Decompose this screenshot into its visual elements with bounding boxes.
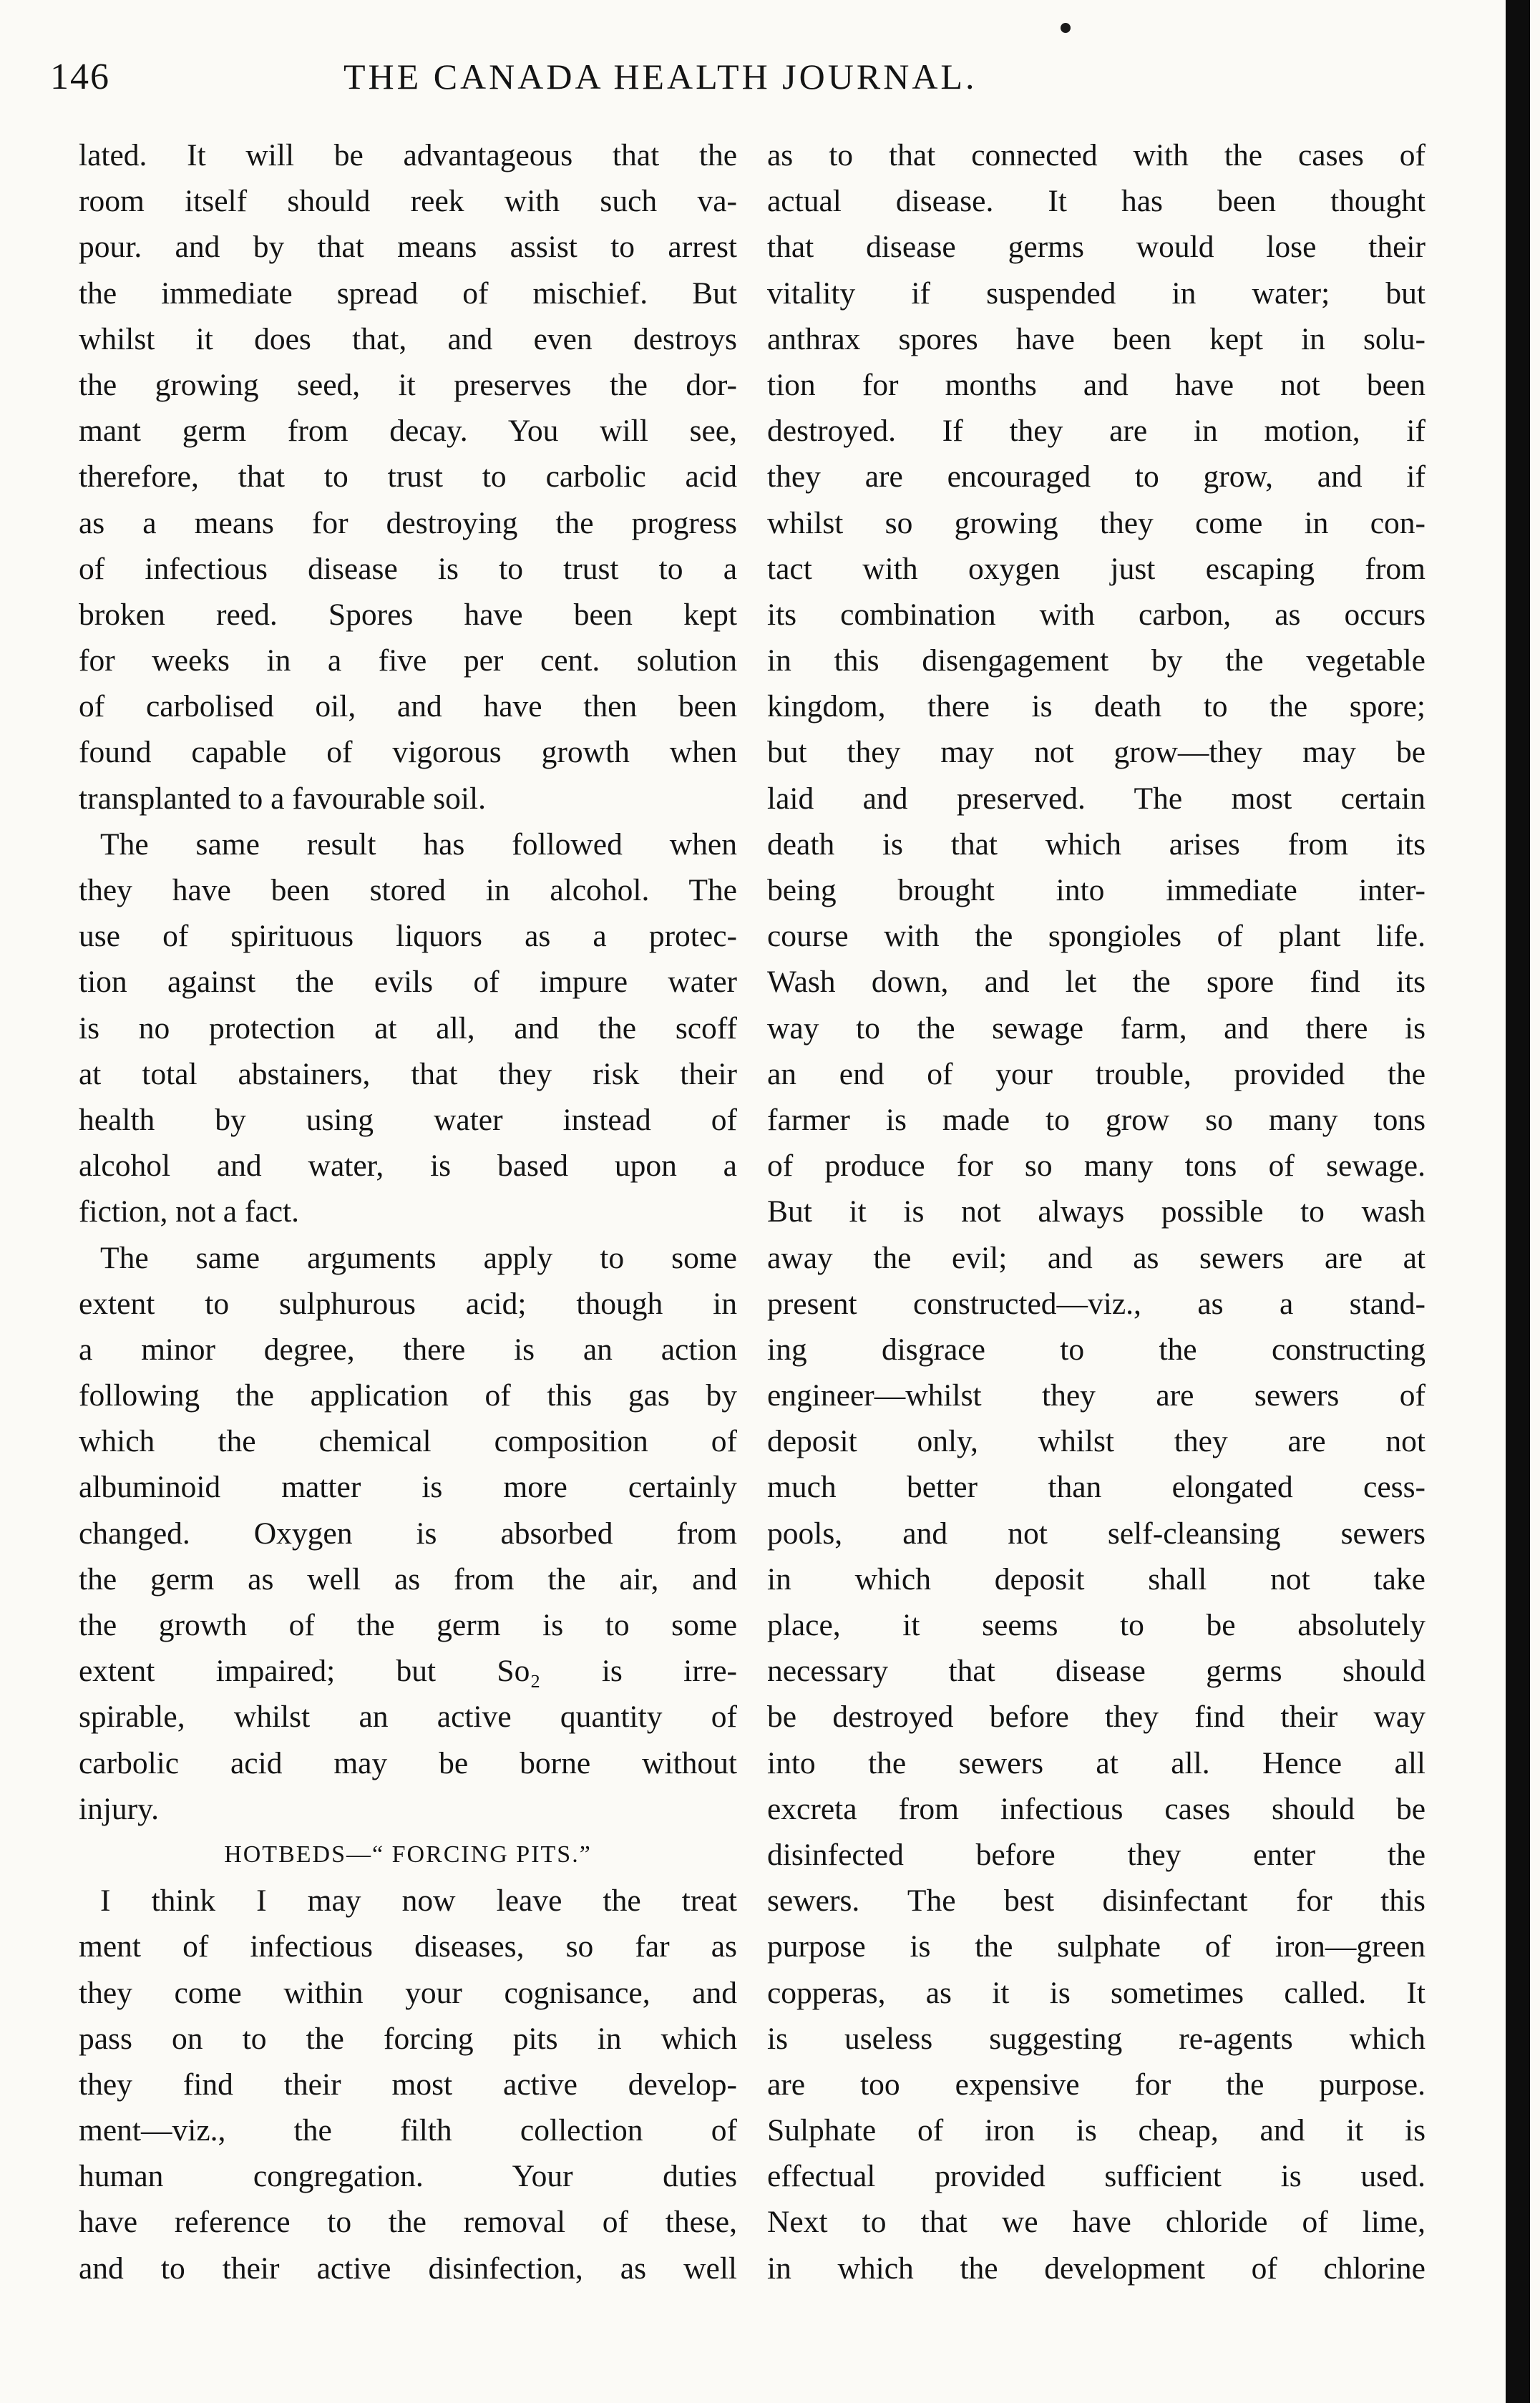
text-line: I think I may now leave the treat [100,1883,737,1919]
text-line: the germ as well as from the air, and [79,1561,737,1597]
text-line: is no protection at all, and the scoff [79,1010,737,1045]
text-line: use of spirituous liquors as a protec- [79,919,737,954]
text-line: Wash down, and let the spore find its [767,965,1426,1000]
text-line: away the evil; and as sewers are at [767,1240,1426,1275]
text-line: that disease germs would lose their [767,230,1426,265]
section-heading: HOTBEDS—“ FORCING PITS.” [224,1841,592,1868]
text-line: they have been stored in alcohol. The [79,873,737,907]
text-line: much better than elongated cess- [767,1470,1426,1505]
text-line: present constructed—viz., as a stand- [767,1286,1426,1321]
text-line: therefore, that to trust to carbolic acid [79,459,737,494]
ink-dot [1061,23,1071,33]
text-line: tion for months and have not been [767,367,1426,402]
text-line: alcohol and water, is based upon a [79,1149,737,1184]
text-line: place, it seems to be absolutely [767,1608,1426,1642]
text-line: kingdom, there is death to the spore; [767,689,1426,724]
text-line: But it is not always possible to wash [767,1194,1426,1229]
text-line: found capable of vigorous growth when [79,735,737,770]
text-line: necessary that disease germs should [767,1654,1426,1689]
text-line: the immediate spread of mischief. But [79,276,737,311]
text-line: at total abstainers, that they risk their [79,1056,737,1091]
text-line: actual disease. It has been thought [767,184,1426,219]
text-line: be destroyed before they find their way [767,1700,1426,1735]
text-line: sewers. The best disinfectant for this [767,1883,1426,1919]
text-line: engineer—whilst they are sewers of [767,1378,1426,1413]
text-line: lated. It will be advantageous that the [79,138,737,172]
text-line: pass on to the forcing pits in which [79,2021,737,2056]
text-line: course with the spongioles of plant life. [767,919,1426,954]
text-line: vitality if suspended in water; but [767,276,1426,311]
text-line: fiction, not a fact. [79,1194,300,1229]
text-line: but they may not grow—they may be [767,735,1426,770]
text-line: of infectious disease is to trust to a [79,551,737,586]
text-line: for weeks in a five per cent. solution [79,643,737,678]
text-line: whilst so growing they come in con- [767,505,1426,540]
text-line: as to that connected with the cases of [767,138,1426,172]
text-line: an end of your trouble, provided the [767,1056,1426,1091]
text-line: have reference to the removal of these, [79,2205,737,2240]
text-line: The same result has followed when [100,827,737,862]
text-line: the growth of the germ is to some [79,1608,737,1642]
text-line: which the chemical composition of [79,1424,737,1459]
text-line: destroyed. If they are in motion, if [767,414,1426,449]
running-title: THE CANADA HEALTH JOURNAL. [343,57,978,97]
text-line: death is that which arises from its [767,827,1426,862]
text-line: purpose is the sulphate of iron—green [767,1929,1426,1964]
text-line: anthrax spores have been kept in solu- [767,321,1426,356]
text-line: effectual provided sufficient is used. [767,2159,1426,2194]
text-line: transplanted to a favourable soil. [79,781,486,816]
text-line: changed. Oxygen is absorbed from [79,1516,737,1551]
text-line: as a means for destroying the progress [79,505,737,540]
binding-edge [1506,0,1530,2403]
text-line: Sulphate of iron is cheap, and it is [767,2113,1426,2148]
text-line: in which the development of chlorine [767,2251,1426,2286]
left-column [79,132,737,2291]
text-line: whilst it does that, and even destroys [79,321,737,356]
text-line: copperas, as it is sometimes called. It [767,1975,1426,2010]
text-line: ing disgrace to the constructing [767,1332,1426,1367]
text-line: way to the sewage farm, and there is [767,1010,1426,1045]
text-line: injury. [79,1791,159,1826]
text-line: Next to that we have chloride of lime, [767,2205,1426,2240]
text-line: in which deposit shall not take [767,1561,1426,1597]
text-line: mant germ from decay. You will see, [79,414,737,449]
text-line: the growing seed, it preserves the dor- [79,367,737,402]
text-line: they come within your cognisance, and [79,1975,737,2010]
text-line: farmer is made to grow so many tons [767,1102,1426,1137]
text-line: are too expensive for the purpose. [767,2067,1426,2102]
text-line: human congregation. Your duties [79,2159,737,2194]
text-line: spirable, whilst an active quantity of [79,1700,737,1735]
text-line: they find their most active develop- [79,2067,737,2102]
right-column [767,132,1426,2291]
text-line: albuminoid matter is more certainly [79,1470,737,1505]
text-line: ment—viz., the filth collection of [79,2113,737,2148]
text-line: and to their active disinfection, as well [79,2251,737,2286]
text-line: ment of infectious diseases, so far as [79,1929,737,1964]
text-line: pour. and by that means assist to arrest [79,230,737,265]
text-line: health by using water instead of [79,1102,737,1137]
text-line: is useless suggesting re-agents which [767,2021,1426,2056]
text-line: following the application of this gas by [79,1378,737,1413]
text-line: room itself should reek with such va- [79,184,737,219]
text-line: extent impaired; but So₂ is irre- [79,1654,737,1689]
text-line: tact with oxygen just escaping from [767,551,1426,586]
text-line: broken reed. Spores have been kept [79,597,737,632]
text-line: into the sewers at all. Hence all [767,1745,1426,1780]
text-line: being brought into immediate inter- [767,873,1426,907]
text-line: carbolic acid may be borne without [79,1745,737,1780]
page-header [50,43,1461,107]
text-line: in this disengagement by the vegetable [767,643,1426,678]
text-line: extent to sulphurous acid; though in [79,1286,737,1321]
text-line: its combination with carbon, as occurs [767,597,1426,632]
text-line: tion against the evils of impure water [79,965,737,1000]
text-line: laid and preserved. The most certain [767,781,1426,816]
text-line: deposit only, whilst they are not [767,1424,1426,1459]
text-line: a minor degree, there is an action [79,1332,737,1367]
text-line: The same arguments apply to some [100,1240,737,1275]
text-line: pools, and not self-cleansing sewers [767,1516,1426,1551]
text-line: excreta from infectious cases should be [767,1791,1426,1826]
text-line: disinfected before they enter the [767,1837,1426,1872]
page-number: 146 [50,57,110,97]
text-line: of produce for so many tons of sewage. [767,1149,1426,1184]
text-line: of carbolised oil, and have then been [79,689,737,724]
text-line: they are encouraged to grow, and if [767,459,1426,494]
